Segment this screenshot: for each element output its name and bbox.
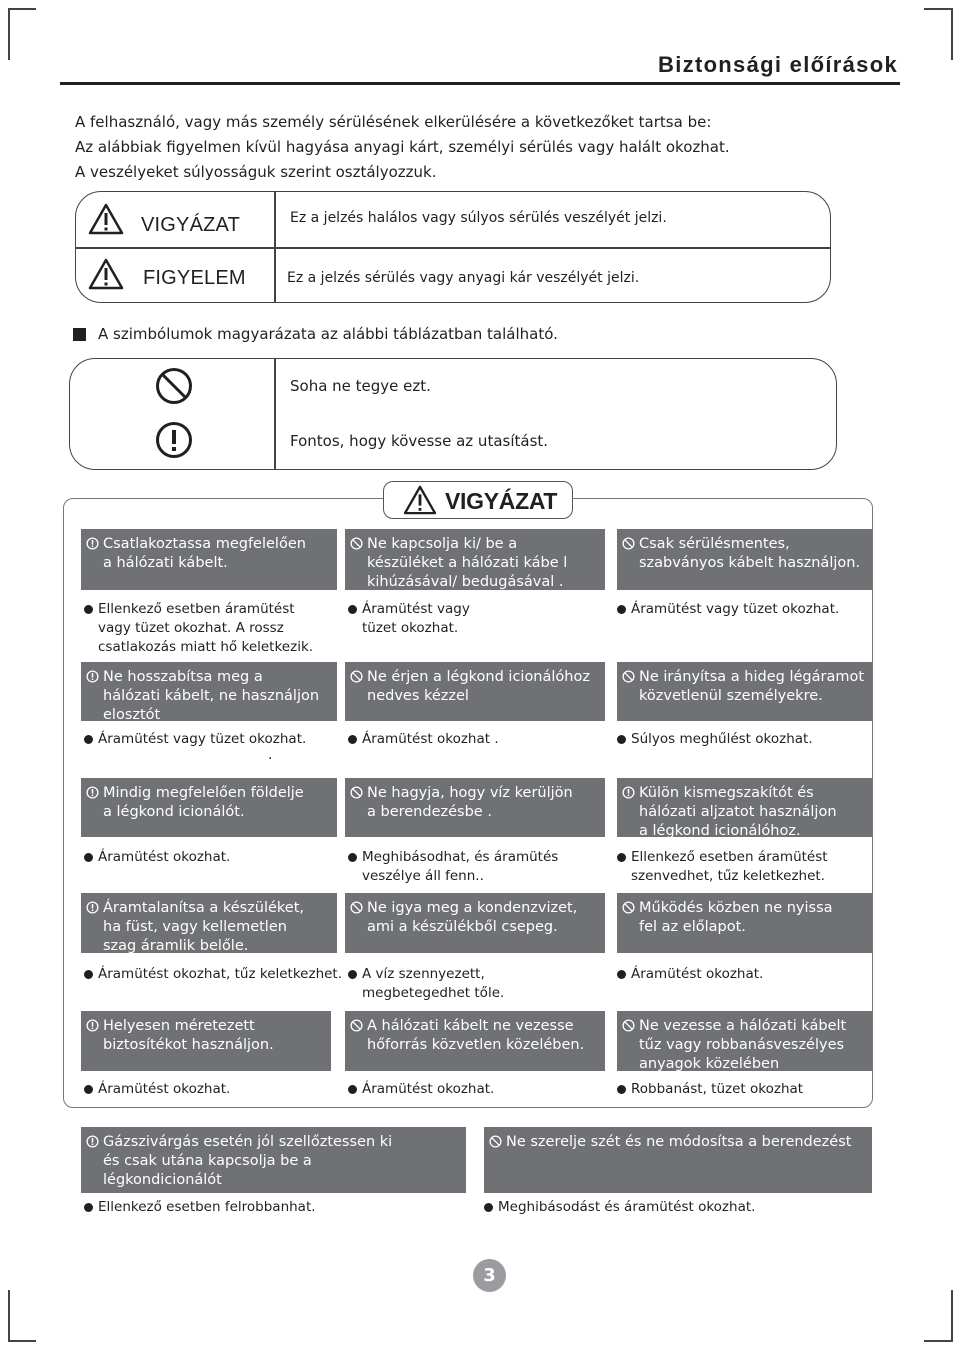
symbol-desc: Soha ne tegye ezt. bbox=[290, 377, 431, 395]
prohibited-icon bbox=[155, 367, 193, 405]
rule-consequence bbox=[84, 600, 313, 657]
consequence-text: Meghibásodást és áramütést okozhat. bbox=[498, 1199, 756, 1215]
rule-card bbox=[81, 1011, 331, 1071]
rule-text: Ne irányítsa a hideg légáramot közvetlenül személyekre. bbox=[639, 669, 865, 704]
rule-text: Külön kismegszakítót és hálózati aljzatot használjon a légkond icionálóhoz. bbox=[639, 785, 837, 839]
intro-line: Az alábbiak figyelmen kívül hagyása anyagi kárt, személyi sérülés vagy halált okozhat. bbox=[75, 138, 730, 156]
consequence-text: Ellenkező esetben áramütést szenvedhet, tűz keletkezhet. bbox=[631, 849, 828, 884]
prohibited-icon bbox=[350, 537, 363, 550]
rule-card bbox=[617, 893, 872, 953]
prohibited-icon bbox=[350, 901, 363, 914]
rule-text: Gázszivárgás esetén jól szellőztessen ki és csak utána kapcsolja be a légkondicionálót bbox=[103, 1134, 393, 1188]
rule-consequence bbox=[348, 965, 504, 1003]
exclamation-circle-icon bbox=[86, 670, 99, 683]
rule-consequence bbox=[348, 1080, 494, 1099]
consequence-text: Áramütést okozhat . bbox=[362, 731, 499, 747]
consequence-text: Áramütést vagy tüzet okozhat. bbox=[98, 731, 307, 747]
rule-text: Ne szerelje szét és ne módosítsa a berendezést bbox=[506, 1134, 852, 1150]
consequence-text: Áramütést okozhat. bbox=[98, 1081, 231, 1097]
prohibited-icon bbox=[489, 1135, 502, 1148]
exclamation-circle-icon bbox=[155, 421, 193, 459]
consequence-text: Ellenkező esetben felrobbanhat. bbox=[98, 1199, 316, 1215]
stray-mark: . bbox=[268, 747, 273, 763]
rule-text: Működés közben ne nyissa fel az előlapot. bbox=[639, 900, 833, 935]
warning-triangle-icon bbox=[88, 258, 124, 290]
prohibited-icon bbox=[622, 901, 635, 914]
legend-title: A szimbólumok magyarázata az alábbi táblázatban található. bbox=[98, 325, 558, 343]
rule-consequence bbox=[84, 1198, 316, 1217]
consequence-text: Áramütést okozhat. bbox=[362, 1081, 495, 1097]
intro-line: A veszélyeket súlyosságuk szerint osztályozzuk. bbox=[75, 163, 437, 181]
rule-consequence bbox=[617, 730, 813, 749]
symbol-desc: Fontos, hogy kövesse az utasítást. bbox=[290, 432, 549, 450]
rule-text: Csak sérülésmentes, szabványos kábelt használjon. bbox=[639, 536, 861, 571]
rule-text: Ne kapcsolja ki/ be a készüléket a hálózati kábe l kihúzásával/ bedugásával . bbox=[367, 536, 568, 590]
warning-triangle-icon bbox=[88, 203, 124, 235]
prohibited-icon bbox=[350, 670, 363, 683]
exclamation-circle-icon bbox=[86, 786, 99, 799]
rule-consequence bbox=[84, 1080, 230, 1099]
rule-card bbox=[81, 662, 337, 721]
rule-text: A hálózati kábelt ne vezesse hőforrás közvetlen közelében. bbox=[367, 1018, 585, 1053]
rule-text: Mindig megfelelően földelje a légkond icionálót. bbox=[103, 785, 304, 820]
prohibited-icon bbox=[622, 670, 635, 683]
rule-card bbox=[345, 1011, 605, 1071]
level-desc: Ez a jelzés sérülés vagy anyagi kár veszélyét jelzi. bbox=[287, 270, 640, 286]
rule-consequence bbox=[617, 1080, 803, 1099]
rule-card bbox=[617, 529, 872, 590]
rule-card bbox=[81, 893, 337, 953]
exclamation-circle-icon bbox=[86, 901, 99, 914]
level-label-figyelem: FIGYELEM bbox=[143, 267, 246, 289]
prohibited-icon bbox=[350, 786, 363, 799]
warning-triangle-icon bbox=[403, 485, 437, 515]
legend-bullet-square bbox=[73, 328, 86, 341]
consequence-text: Áramütést okozhat. bbox=[631, 966, 764, 982]
rule-consequence bbox=[484, 1198, 755, 1217]
rule-card bbox=[345, 662, 605, 721]
rule-card bbox=[345, 778, 605, 837]
rule-consequence bbox=[84, 730, 306, 749]
consequence-text: Áramütést vagy tüzet okozhat. bbox=[362, 601, 470, 636]
prohibited-icon bbox=[622, 537, 635, 550]
exclamation-circle-icon bbox=[86, 1135, 99, 1148]
rule-consequence bbox=[348, 848, 558, 886]
level-label-vigyazat: VIGYÁZAT bbox=[141, 214, 241, 236]
rule-card bbox=[617, 778, 872, 837]
rule-card bbox=[81, 1127, 466, 1193]
rule-text: Ne hagyja, hogy víz kerüljön a berendezésbe . bbox=[367, 785, 573, 820]
consequence-text: Áramütést okozhat. bbox=[98, 849, 231, 865]
rule-consequence bbox=[617, 848, 828, 886]
consequence-text: Súlyos meghűlést okozhat. bbox=[631, 731, 813, 747]
rule-card bbox=[345, 529, 605, 590]
exclamation-circle-icon bbox=[86, 537, 99, 550]
rule-consequence bbox=[84, 848, 230, 867]
rule-consequence bbox=[617, 965, 763, 984]
rule-card bbox=[617, 1011, 872, 1071]
rule-consequence bbox=[84, 965, 342, 984]
intro-line: A felhasználó, vagy más személy sérülésének elkerülésére a következőket tartsa be: bbox=[75, 113, 712, 131]
rule-card bbox=[484, 1127, 872, 1193]
prohibited-icon bbox=[622, 1019, 635, 1032]
consequence-text: Áramütést okozhat, tűz keletkezhet. bbox=[98, 966, 343, 982]
section-title: VIGYÁZAT bbox=[445, 488, 558, 514]
rule-text: Áramtalanítsa a készüléket, ha füst, vagy kellemetlen szag áramlik belőle. bbox=[103, 900, 305, 954]
rule-text: Ne hosszabítsa meg a hálózati kábelt, ne használjon elosztót bbox=[103, 669, 320, 723]
title-rule bbox=[60, 82, 900, 85]
rule-consequence bbox=[348, 600, 470, 638]
rule-consequence bbox=[348, 730, 499, 749]
rule-card bbox=[81, 778, 337, 837]
consequence-text: Ellenkező esetben áramütést vagy tüzet okozhat. A rossz csatlakozás miatt hő keletkezik. bbox=[98, 601, 314, 655]
consequence-text: Robbanást, tüzet okozhat bbox=[631, 1081, 804, 1097]
consequence-text: A víz szennyezett, megbetegedhet tőle. bbox=[362, 966, 505, 1001]
rule-consequence bbox=[617, 600, 839, 619]
rule-card bbox=[81, 529, 337, 590]
exclamation-circle-icon bbox=[622, 786, 635, 799]
consequence-text: Áramütést vagy tüzet okozhat. bbox=[631, 601, 840, 617]
level-desc: Ez a jelzés halálos vagy súlyos sérülés veszélyét jelzi. bbox=[290, 210, 667, 226]
page-number: 3 bbox=[483, 1265, 496, 1286]
rule-card bbox=[345, 893, 605, 953]
prohibited-icon bbox=[350, 1019, 363, 1032]
exclamation-circle-icon bbox=[86, 1019, 99, 1032]
rule-text: Ne vezesse a hálózati kábelt tűz vagy robbanásveszélyes anyagok közelében bbox=[639, 1018, 847, 1072]
rule-text: Ne érjen a légkond icionálóhoz nedves kézzel bbox=[367, 669, 590, 704]
rule-card bbox=[617, 662, 872, 721]
rule-text: Csatlakoztassa megfelelően a hálózati kábelt. bbox=[103, 536, 306, 571]
rule-text: Helyesen méretezett biztosítékot használjon. bbox=[103, 1018, 274, 1053]
consequence-text: Meghibásodhat, és áramütés veszélye áll fenn.. bbox=[362, 849, 559, 884]
page-title: Biztonsági előírások bbox=[658, 52, 898, 77]
rule-text: Ne igya meg a kondenzvizet, ami a készülékből csepeg. bbox=[367, 900, 578, 935]
